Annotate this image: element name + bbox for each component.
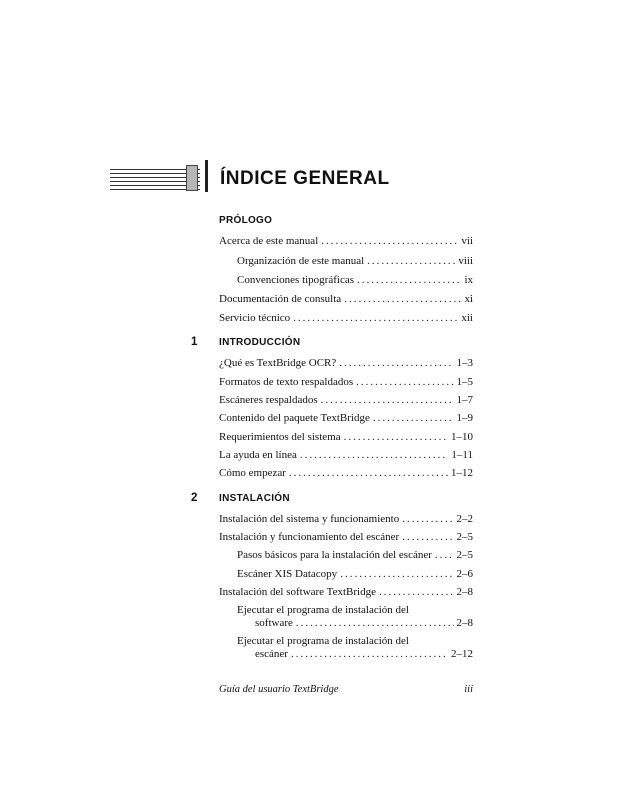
toc-entry-text-continued: software [255, 617, 293, 629]
toc-leader [435, 548, 454, 562]
toc-entry-text: Requerimientos del sistema [219, 431, 341, 443]
section-heading-instalacion: INSTALACIÓN [219, 493, 290, 504]
toc-entry[interactable] [219, 356, 473, 370]
toc-leader [402, 530, 453, 544]
toc-entry-page: 2–12 [451, 648, 473, 660]
toc-leader [356, 375, 453, 389]
toc-entry-text: La ayuda en línea [219, 449, 297, 461]
toc-entry[interactable] [237, 548, 473, 562]
toc-entry-text: Organización de este manual [237, 255, 365, 267]
toc-entry-text: Instalación y funcionamiento del escáner [219, 531, 400, 543]
section-heading-introduccion: INTRODUCCIÓN [219, 337, 301, 348]
footer-book-title: Guía del usuario TextBridge [219, 684, 339, 695]
toc-entry[interactable] [219, 292, 473, 306]
toc-entry-text: ¿Qué es TextBridge OCR? [219, 357, 337, 369]
toc-entry-text: Servicio técnico [219, 312, 291, 324]
toc-leader [344, 430, 448, 444]
title-vertical-bar [205, 160, 208, 192]
toc-entry-page: ix [464, 274, 473, 286]
toc-entry-text: Formatos de texto respaldados [219, 376, 354, 388]
toc-entry-text: Instalación del software TextBridge [219, 586, 376, 598]
toc-entry[interactable] [237, 273, 473, 287]
toc-entry-text: Documentación de consulta [219, 293, 342, 305]
page-title: ÍNDICE GENERAL [220, 168, 390, 189]
section-heading-prologo: PRÓLOGO [219, 215, 273, 226]
toc-leader [339, 356, 453, 370]
toc-entry[interactable] [219, 530, 473, 544]
toc-entry[interactable] [219, 448, 473, 462]
toc-entry-text: Convenciones tipográficas [237, 274, 354, 286]
footer-page-number: iii [464, 684, 473, 695]
toc-entry[interactable] [219, 311, 473, 325]
toc-leader [300, 448, 449, 462]
toc-entry-text: Escáner XIS Datacopy [237, 568, 338, 580]
toc-entry[interactable] [219, 430, 473, 444]
toc-entry[interactable] [255, 647, 473, 661]
toc-leader [344, 292, 461, 306]
toc-entry-page: 1–9 [456, 412, 473, 424]
toc-entry[interactable] [237, 254, 473, 268]
toc-entry-page: xi [464, 293, 473, 305]
toc-entry-text-continued: escáner [255, 648, 288, 660]
toc-entry-page: 2–5 [456, 531, 473, 543]
toc-entry-page: 2–8 [456, 586, 473, 598]
toc-leader [296, 616, 454, 630]
toc-entry-page: 1–3 [456, 357, 473, 369]
toc-entry-text: Pasos básicos para la instalación del escáner [237, 549, 432, 561]
toc-entry-text: Ejecutar el programa de instalación del [237, 604, 409, 616]
toc-leader [367, 254, 455, 268]
toc-entry-page: 2–5 [456, 549, 473, 561]
toc-entry[interactable] [219, 512, 473, 526]
toc-entry-page: 1–10 [451, 431, 473, 443]
toc-entry[interactable] [219, 375, 473, 389]
toc-entry-page: 2–2 [456, 513, 473, 525]
toc-entry-page: xii [461, 312, 473, 324]
toc-entry-page: 1–12 [451, 467, 473, 479]
toc-leader [321, 234, 458, 248]
toc-entry-text: Acerca de este manual [219, 235, 319, 247]
toc-leader [291, 647, 448, 661]
toc-leader [379, 585, 454, 599]
toc-entry-text: Ejecutar el programa de instalación del [237, 635, 409, 647]
chapter-number: 2 [191, 492, 198, 504]
toc-leader [402, 512, 453, 526]
toc-entry[interactable] [219, 585, 473, 599]
toc-entry-text: Cómo empezar [219, 467, 286, 479]
toc-leader [321, 393, 454, 407]
toc-entry[interactable] [219, 411, 473, 425]
toc-leader [289, 466, 448, 480]
toc-entry[interactable] [219, 466, 473, 480]
toc-entry-text: Contenido del paquete TextBridge [219, 412, 370, 424]
toc-entry-page: 1–5 [456, 376, 473, 388]
toc-entry-text: Escáneres respaldados [219, 394, 318, 406]
toc-entry[interactable] [237, 567, 473, 581]
toc-entry-page: 2–6 [456, 568, 473, 580]
title-gray-block [186, 165, 198, 191]
toc-entry[interactable] [219, 234, 473, 248]
chapter-number: 1 [191, 336, 198, 348]
toc-leader [373, 411, 454, 425]
toc-leader [340, 567, 453, 581]
toc-leader [357, 273, 461, 287]
toc-entry[interactable] [219, 393, 473, 407]
toc-entry-text: Instalación del sistema y funcionamiento [219, 513, 400, 525]
toc-leader [293, 311, 458, 325]
toc-entry-page: vii [461, 235, 473, 247]
toc-entry-page: 1–7 [456, 394, 473, 406]
toc-entry[interactable] [255, 616, 473, 630]
toc-entry-page: 1–11 [451, 449, 473, 461]
toc-entry-page: viii [458, 255, 473, 267]
toc-entry-page: 2–8 [456, 617, 473, 629]
